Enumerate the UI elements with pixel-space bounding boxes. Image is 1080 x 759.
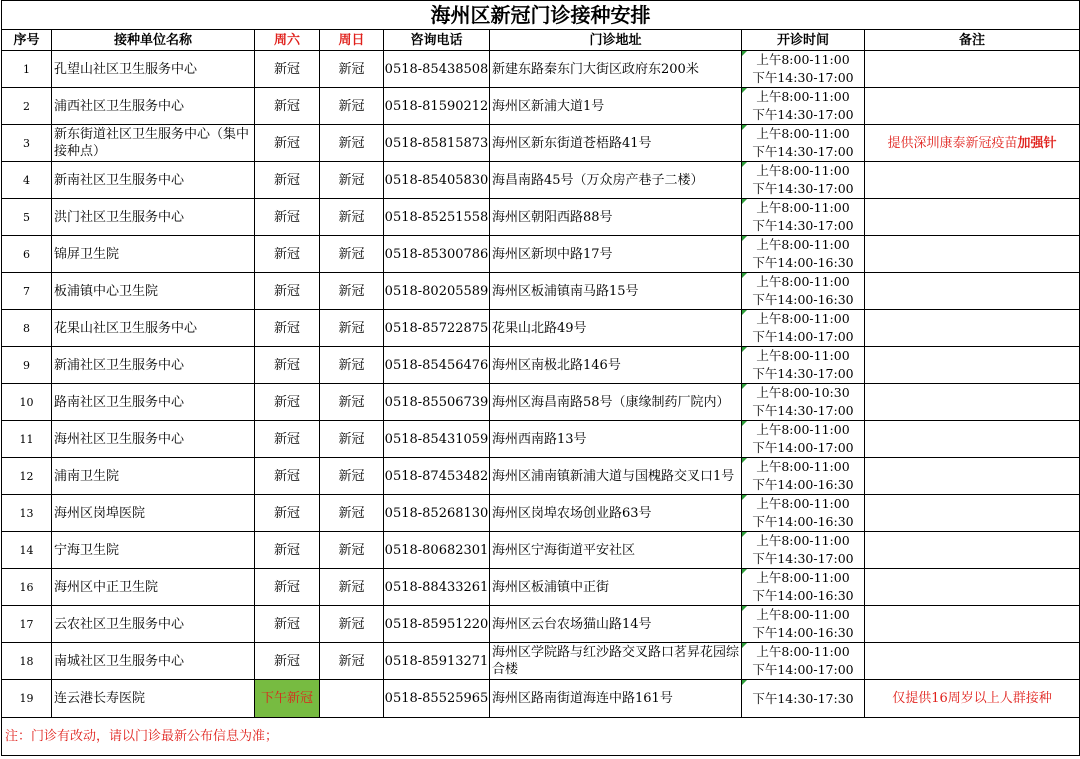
row-address: 海州区板浦镇中正街 bbox=[490, 569, 742, 606]
row-hours bbox=[742, 236, 865, 273]
hours-afternoon: 下午14:30-17:00 bbox=[752, 181, 854, 196]
row-sunday: 新冠 bbox=[320, 643, 384, 680]
hours-morning: 上午8:00-11:00 bbox=[756, 200, 850, 215]
hours-morning: 上午8:00-11:00 bbox=[756, 607, 850, 622]
row-phone: 0518-88433261 bbox=[384, 569, 490, 606]
row-remark bbox=[865, 125, 1080, 162]
row-hours bbox=[742, 680, 865, 718]
row-sunday bbox=[320, 680, 384, 718]
hours-afternoon: 下午14:00-17:00 bbox=[752, 440, 854, 455]
row-address: 海州区板浦镇南马路15号 bbox=[490, 273, 742, 310]
hours-afternoon: 下午14:30-17:00 bbox=[752, 403, 854, 418]
row-sunday: 新冠 bbox=[320, 421, 384, 458]
row-remark bbox=[865, 310, 1080, 347]
table-row bbox=[2, 88, 1080, 125]
row-hours bbox=[742, 125, 865, 162]
hours-morning: 上午8:00-11:00 bbox=[756, 237, 850, 252]
row-hours bbox=[742, 384, 865, 421]
row-hours bbox=[742, 51, 865, 88]
hours-afternoon: 下午14:30-17:00 bbox=[752, 218, 854, 233]
row-seq: 9 bbox=[2, 347, 52, 384]
row-address: 海州区新坝中路17号 bbox=[490, 236, 742, 273]
row-remark bbox=[865, 162, 1080, 199]
row-remark bbox=[865, 532, 1080, 569]
hours-afternoon: 下午14:00-16:30 bbox=[752, 292, 854, 307]
hours-morning: 上午8:00-11:00 bbox=[756, 533, 850, 548]
row-unit-name: 浦南卫生院 bbox=[52, 458, 255, 495]
table-row bbox=[2, 495, 1080, 532]
row-seq: 8 bbox=[2, 310, 52, 347]
row-phone: 0518-85525965 bbox=[384, 680, 490, 718]
row-unit-name: 宁海卫生院 bbox=[52, 532, 255, 569]
row-saturday: 新冠 bbox=[255, 458, 320, 495]
row-hours bbox=[742, 347, 865, 384]
row-phone: 0518-80205589 bbox=[384, 273, 490, 310]
row-address: 海州西南路13号 bbox=[490, 421, 742, 458]
row-unit-name: 锦屏卫生院 bbox=[52, 236, 255, 273]
table-row bbox=[2, 421, 1080, 458]
row-remark bbox=[865, 421, 1080, 458]
row-seq: 10 bbox=[2, 384, 52, 421]
row-saturday: 新冠 bbox=[255, 88, 320, 125]
row-unit-name: 新浦社区卫生服务中心 bbox=[52, 347, 255, 384]
hours-afternoon: 下午14:00-16:30 bbox=[752, 477, 854, 492]
row-phone: 0518-81590212 bbox=[384, 88, 490, 125]
row-remark bbox=[865, 606, 1080, 643]
table-row bbox=[2, 51, 1080, 88]
row-sunday: 新冠 bbox=[320, 310, 384, 347]
row-hours bbox=[742, 310, 865, 347]
row-remark bbox=[865, 88, 1080, 125]
hours-afternoon: 下午14:30-17:00 bbox=[752, 107, 854, 122]
row-phone: 0518-85951220 bbox=[384, 606, 490, 643]
hours-morning: 上午8:00-11:00 bbox=[756, 274, 850, 289]
row-unit-name: 海州区岗埠医院 bbox=[52, 495, 255, 532]
row-phone: 0518-85405830 bbox=[384, 162, 490, 199]
row-remark bbox=[865, 273, 1080, 310]
row-phone: 0518-85913271 bbox=[384, 643, 490, 680]
row-saturday: 新冠 bbox=[255, 606, 320, 643]
row-sunday: 新冠 bbox=[320, 347, 384, 384]
hours-morning: 上午8:00-11:00 bbox=[756, 126, 850, 141]
table-row bbox=[2, 310, 1080, 347]
row-remark bbox=[865, 51, 1080, 88]
row-sunday: 新冠 bbox=[320, 495, 384, 532]
row-saturday: 新冠 bbox=[255, 421, 320, 458]
hours-afternoon: 下午14:30-17:00 bbox=[752, 366, 854, 381]
row-phone: 0518-85300786 bbox=[384, 236, 490, 273]
row-address: 海州区浦南镇新浦大道与国槐路交叉口1号 bbox=[490, 458, 742, 495]
table-row bbox=[2, 532, 1080, 569]
row-unit-name: 海州社区卫生服务中心 bbox=[52, 421, 255, 458]
row-phone: 0518-87453482 bbox=[384, 458, 490, 495]
row-address: 花果山北路49号 bbox=[490, 310, 742, 347]
row-address: 海州区岗埠农场创业路63号 bbox=[490, 495, 742, 532]
row-saturday: 新冠 bbox=[255, 125, 320, 162]
hours-afternoon: 下午14:00-16:30 bbox=[752, 514, 854, 529]
row-hours bbox=[742, 458, 865, 495]
hours-morning: 上午8:00-11:00 bbox=[756, 496, 850, 511]
row-sunday: 新冠 bbox=[320, 458, 384, 495]
row-hours bbox=[742, 532, 865, 569]
row-address: 海州区云台农场猫山路14号 bbox=[490, 606, 742, 643]
header-unit: 接种单位名称 bbox=[52, 30, 255, 51]
row-seq: 17 bbox=[2, 606, 52, 643]
row-unit-name: 海州区中正卫生院 bbox=[52, 569, 255, 606]
hours-morning: 上午8:00-10:30 bbox=[756, 385, 850, 400]
row-seq: 16 bbox=[2, 569, 52, 606]
row-saturday: 下午新冠 bbox=[255, 680, 320, 718]
row-hours bbox=[742, 199, 865, 236]
hours-morning: 上午8:00-11:00 bbox=[756, 459, 850, 474]
row-unit-name: 新东街道社区卫生服务中心（集中接种点） bbox=[52, 125, 255, 162]
row-remark bbox=[865, 236, 1080, 273]
row-remark: 仅提供16周岁以上人群接种 bbox=[865, 680, 1080, 718]
header-phone: 咨询电话 bbox=[384, 30, 490, 51]
row-hours bbox=[742, 88, 865, 125]
row-seq: 1 bbox=[2, 51, 52, 88]
hours-afternoon: 下午14:00-16:30 bbox=[752, 255, 854, 270]
table-row bbox=[2, 680, 1080, 718]
row-hours bbox=[742, 421, 865, 458]
row-remark bbox=[865, 384, 1080, 421]
row-hours bbox=[742, 643, 865, 680]
row-saturday: 新冠 bbox=[255, 273, 320, 310]
row-sunday: 新冠 bbox=[320, 384, 384, 421]
row-sunday: 新冠 bbox=[320, 199, 384, 236]
row-unit-name: 浦西社区卫生服务中心 bbox=[52, 88, 255, 125]
row-seq: 4 bbox=[2, 162, 52, 199]
row-seq: 6 bbox=[2, 236, 52, 273]
row-hours bbox=[742, 273, 865, 310]
table-row bbox=[2, 384, 1080, 421]
row-address: 海州区朝阳西路88号 bbox=[490, 199, 742, 236]
hours-morning: 上午8:00-11:00 bbox=[756, 163, 850, 178]
row-saturday: 新冠 bbox=[255, 347, 320, 384]
footer-note: 注：门诊有改动，请以门诊最新公布信息为准； bbox=[2, 718, 1080, 756]
row-address: 海州区南极北路146号 bbox=[490, 347, 742, 384]
table-row bbox=[2, 273, 1080, 310]
row-sunday: 新冠 bbox=[320, 569, 384, 606]
row-phone: 0518-85506739 bbox=[384, 384, 490, 421]
hours-afternoon: 下午14:00-16:30 bbox=[752, 625, 854, 640]
row-sunday: 新冠 bbox=[320, 162, 384, 199]
row-address: 海昌南路45号（万众房产巷子二楼） bbox=[490, 162, 742, 199]
hours-afternoon: 下午14:30-17:00 bbox=[752, 70, 854, 85]
header-saturday: 周六 bbox=[255, 30, 320, 51]
row-hours bbox=[742, 569, 865, 606]
row-unit-name: 新南社区卫生服务中心 bbox=[52, 162, 255, 199]
row-hours bbox=[742, 495, 865, 532]
row-phone: 0518-85251558 bbox=[384, 199, 490, 236]
row-sunday: 新冠 bbox=[320, 51, 384, 88]
hours-afternoon: 下午14:00-17:00 bbox=[752, 329, 854, 344]
hours-afternoon: 下午14:30-17:00 bbox=[752, 144, 854, 159]
header-hours: 开诊时间 bbox=[742, 30, 865, 51]
table-row bbox=[2, 125, 1080, 162]
header-remark: 备注 bbox=[865, 30, 1080, 51]
hours-morning: 上午8:00-11:00 bbox=[756, 422, 850, 437]
row-phone: 0518-85268130 bbox=[384, 495, 490, 532]
schedule-table bbox=[1, 0, 1080, 756]
row-phone: 0518-80682301 bbox=[384, 532, 490, 569]
row-address: 海州区海昌南路58号（康缘制药厂院内） bbox=[490, 384, 742, 421]
row-address: 新建东路秦东门大街区政府东200米 bbox=[490, 51, 742, 88]
row-saturday: 新冠 bbox=[255, 384, 320, 421]
header-sunday: 周日 bbox=[320, 30, 384, 51]
table-row bbox=[2, 458, 1080, 495]
row-saturday: 新冠 bbox=[255, 199, 320, 236]
row-phone: 0518-85438508 bbox=[384, 51, 490, 88]
row-sunday: 新冠 bbox=[320, 125, 384, 162]
hours-afternoon: 下午14:00-17:00 bbox=[752, 662, 854, 677]
row-unit-name: 路南社区卫生服务中心 bbox=[52, 384, 255, 421]
row-address: 海州区新浦大道1号 bbox=[490, 88, 742, 125]
row-remark bbox=[865, 199, 1080, 236]
table-row bbox=[2, 162, 1080, 199]
row-sunday: 新冠 bbox=[320, 606, 384, 643]
hours-morning: 上午8:00-11:00 bbox=[756, 52, 850, 67]
row-address: 海州区宁海街道平安社区 bbox=[490, 532, 742, 569]
row-saturday: 新冠 bbox=[255, 51, 320, 88]
row-seq: 11 bbox=[2, 421, 52, 458]
table-row bbox=[2, 199, 1080, 236]
row-seq: 13 bbox=[2, 495, 52, 532]
row-remark bbox=[865, 643, 1080, 680]
row-address: 海州区路南街道海连中路161号 bbox=[490, 680, 742, 718]
table-row bbox=[2, 643, 1080, 680]
table-row bbox=[2, 347, 1080, 384]
header-seq: 序号 bbox=[2, 30, 52, 51]
row-sunday: 新冠 bbox=[320, 532, 384, 569]
row-sunday: 新冠 bbox=[320, 88, 384, 125]
hours-afternoon: 下午14:30-17:00 bbox=[752, 551, 854, 566]
row-phone: 0518-85722875 bbox=[384, 310, 490, 347]
hours-afternoon: 下午14:30-17:30 bbox=[752, 690, 854, 706]
hours-afternoon: 下午14:00-16:30 bbox=[752, 588, 854, 603]
hours-morning: 上午8:00-11:00 bbox=[756, 348, 850, 363]
row-address: 海州区学院路与红沙路交叉路口茗昇花园综合楼 bbox=[490, 643, 742, 680]
remark-text: 提供深圳康泰新冠疫苗 bbox=[887, 135, 1018, 151]
row-unit-name: 连云港长寿医院 bbox=[52, 680, 255, 718]
table-row bbox=[2, 236, 1080, 273]
header-address: 门诊地址 bbox=[490, 30, 742, 51]
table-row bbox=[2, 569, 1080, 606]
page-title: 海州区新冠门诊接种安排 bbox=[2, 1, 1080, 30]
row-saturday: 新冠 bbox=[255, 162, 320, 199]
row-seq: 3 bbox=[2, 125, 52, 162]
row-seq: 7 bbox=[2, 273, 52, 310]
row-saturday: 新冠 bbox=[255, 643, 320, 680]
row-unit-name: 云农社区卫生服务中心 bbox=[52, 606, 255, 643]
row-saturday: 新冠 bbox=[255, 569, 320, 606]
row-seq: 14 bbox=[2, 532, 52, 569]
row-phone: 0518-85815873 bbox=[384, 125, 490, 162]
row-seq: 19 bbox=[2, 680, 52, 718]
row-remark bbox=[865, 347, 1080, 384]
hours-morning: 上午8:00-11:00 bbox=[756, 644, 850, 659]
row-hours bbox=[742, 606, 865, 643]
table-row bbox=[2, 606, 1080, 643]
row-saturday: 新冠 bbox=[255, 310, 320, 347]
row-hours bbox=[742, 162, 865, 199]
row-remark bbox=[865, 495, 1080, 532]
row-phone: 0518-85431059 bbox=[384, 421, 490, 458]
row-seq: 12 bbox=[2, 458, 52, 495]
hours-morning: 上午8:00-11:00 bbox=[756, 311, 850, 326]
row-saturday: 新冠 bbox=[255, 532, 320, 569]
row-unit-name: 花果山社区卫生服务中心 bbox=[52, 310, 255, 347]
footer-row bbox=[2, 718, 1080, 756]
row-remark bbox=[865, 458, 1080, 495]
row-seq: 18 bbox=[2, 643, 52, 680]
row-saturday: 新冠 bbox=[255, 495, 320, 532]
hours-morning: 上午8:00-11:00 bbox=[756, 89, 850, 104]
row-unit-name: 孔望山社区卫生服务中心 bbox=[52, 51, 255, 88]
row-seq: 5 bbox=[2, 199, 52, 236]
row-phone: 0518-85456476 bbox=[384, 347, 490, 384]
row-sunday: 新冠 bbox=[320, 273, 384, 310]
row-seq: 2 bbox=[2, 88, 52, 125]
row-sunday: 新冠 bbox=[320, 236, 384, 273]
row-remark bbox=[865, 569, 1080, 606]
row-saturday: 新冠 bbox=[255, 236, 320, 273]
row-unit-name: 南城社区卫生服务中心 bbox=[52, 643, 255, 680]
remark-emphasis: 加强针 bbox=[1017, 135, 1057, 151]
row-unit-name: 板浦镇中心卫生院 bbox=[52, 273, 255, 310]
hours-morning: 上午8:00-11:00 bbox=[756, 570, 850, 585]
row-address: 海州区新东街道苍梧路41号 bbox=[490, 125, 742, 162]
header-row bbox=[2, 30, 1080, 51]
row-unit-name: 洪门社区卫生服务中心 bbox=[52, 199, 255, 236]
